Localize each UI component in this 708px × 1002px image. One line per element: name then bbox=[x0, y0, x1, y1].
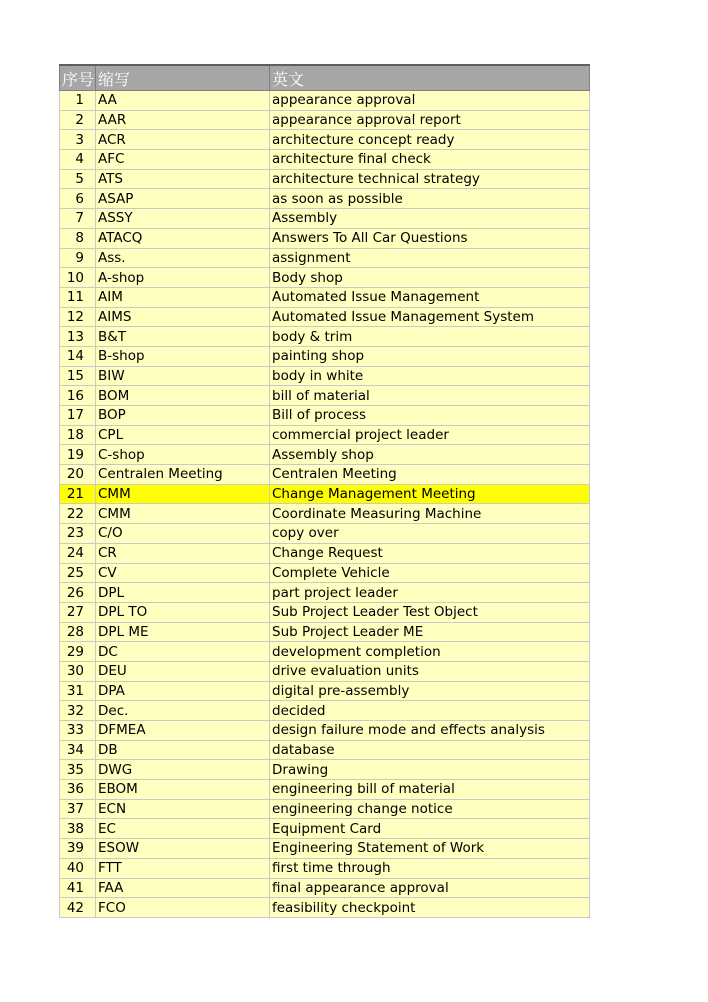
row-abbreviation: ESOW bbox=[96, 839, 270, 859]
table-row bbox=[60, 445, 590, 465]
table-row bbox=[60, 346, 590, 366]
row-abbreviation: DEU bbox=[96, 661, 270, 681]
row-number: 12 bbox=[60, 307, 96, 327]
row-english: Bill of process bbox=[270, 406, 590, 426]
row-abbreviation: EBOM bbox=[96, 780, 270, 800]
row-number: 15 bbox=[60, 366, 96, 386]
row-number: 14 bbox=[60, 346, 96, 366]
row-number: 23 bbox=[60, 524, 96, 544]
table-row bbox=[60, 130, 590, 150]
glossary-table bbox=[59, 64, 590, 918]
header-abbreviation: 缩写 bbox=[96, 65, 270, 91]
row-number: 24 bbox=[60, 543, 96, 563]
row-number: 13 bbox=[60, 327, 96, 347]
row-english: Assembly shop bbox=[270, 445, 590, 465]
row-number: 6 bbox=[60, 189, 96, 209]
row-number: 36 bbox=[60, 780, 96, 800]
row-number: 42 bbox=[60, 898, 96, 918]
header-number: 序号 bbox=[60, 65, 96, 91]
table-row bbox=[60, 406, 590, 426]
row-abbreviation: FAA bbox=[96, 878, 270, 898]
table-row bbox=[60, 602, 590, 622]
row-english: Equipment Card bbox=[270, 819, 590, 839]
row-abbreviation: FTT bbox=[96, 858, 270, 878]
row-english: architecture technical strategy bbox=[270, 169, 590, 189]
row-abbreviation: CMM bbox=[96, 504, 270, 524]
table-row bbox=[60, 780, 590, 800]
table-row bbox=[60, 681, 590, 701]
row-english: Complete Vehicle bbox=[270, 563, 590, 583]
row-abbreviation: CMM bbox=[96, 484, 270, 504]
row-number: 30 bbox=[60, 661, 96, 681]
table-row bbox=[60, 425, 590, 445]
row-abbreviation: CV bbox=[96, 563, 270, 583]
row-number: 3 bbox=[60, 130, 96, 150]
row-abbreviation: Dec. bbox=[96, 701, 270, 721]
row-number: 8 bbox=[60, 228, 96, 248]
table-row bbox=[60, 248, 590, 268]
table-row bbox=[60, 504, 590, 524]
row-abbreviation: C/O bbox=[96, 524, 270, 544]
row-number: 25 bbox=[60, 563, 96, 583]
row-number: 38 bbox=[60, 819, 96, 839]
row-number: 11 bbox=[60, 287, 96, 307]
row-number: 35 bbox=[60, 760, 96, 780]
row-abbreviation: DPL ME bbox=[96, 622, 270, 642]
row-english: Assembly bbox=[270, 209, 590, 229]
row-english: body in white bbox=[270, 366, 590, 386]
table-row bbox=[60, 839, 590, 859]
row-number: 27 bbox=[60, 602, 96, 622]
table-row bbox=[60, 150, 590, 170]
row-english: engineering bill of material bbox=[270, 780, 590, 800]
table-row bbox=[60, 366, 590, 386]
table-row bbox=[60, 268, 590, 288]
table-row bbox=[60, 228, 590, 248]
row-abbreviation: C-shop bbox=[96, 445, 270, 465]
row-number: 4 bbox=[60, 150, 96, 170]
row-abbreviation: B&T bbox=[96, 327, 270, 347]
header-english: 英文 bbox=[270, 65, 590, 91]
table-header bbox=[60, 65, 590, 91]
row-english: Body shop bbox=[270, 268, 590, 288]
table-row bbox=[60, 189, 590, 209]
row-number: 22 bbox=[60, 504, 96, 524]
row-abbreviation: DWG bbox=[96, 760, 270, 780]
table-row bbox=[60, 307, 590, 327]
row-abbreviation: ATACQ bbox=[96, 228, 270, 248]
row-english: Change Request bbox=[270, 543, 590, 563]
table-row bbox=[60, 819, 590, 839]
row-english: bill of material bbox=[270, 386, 590, 406]
row-abbreviation: Ass. bbox=[96, 248, 270, 268]
row-number: 19 bbox=[60, 445, 96, 465]
row-number: 18 bbox=[60, 425, 96, 445]
row-abbreviation: AIMS bbox=[96, 307, 270, 327]
row-english: first time through bbox=[270, 858, 590, 878]
row-english: Automated Issue Management bbox=[270, 287, 590, 307]
row-number: 29 bbox=[60, 642, 96, 662]
table-row bbox=[60, 858, 590, 878]
row-english: part project leader bbox=[270, 583, 590, 603]
row-english: Engineering Statement of Work bbox=[270, 839, 590, 859]
row-english: Sub Project Leader ME bbox=[270, 622, 590, 642]
table-row bbox=[60, 543, 590, 563]
row-english: as soon as possible bbox=[270, 189, 590, 209]
row-abbreviation: DFMEA bbox=[96, 721, 270, 741]
row-number: 28 bbox=[60, 622, 96, 642]
row-number: 34 bbox=[60, 740, 96, 760]
table-row bbox=[60, 740, 590, 760]
row-abbreviation: FCO bbox=[96, 898, 270, 918]
row-abbreviation: DB bbox=[96, 740, 270, 760]
row-number: 32 bbox=[60, 701, 96, 721]
table-row bbox=[60, 209, 590, 229]
row-english: architecture final check bbox=[270, 150, 590, 170]
row-number: 9 bbox=[60, 248, 96, 268]
row-number: 16 bbox=[60, 386, 96, 406]
table-row bbox=[60, 484, 590, 504]
row-english: Centralen Meeting bbox=[270, 465, 590, 485]
row-english: architecture concept ready bbox=[270, 130, 590, 150]
row-english: body & trim bbox=[270, 327, 590, 347]
row-abbreviation: B-shop bbox=[96, 346, 270, 366]
row-abbreviation: AFC bbox=[96, 150, 270, 170]
row-english: drive evaluation units bbox=[270, 661, 590, 681]
row-number: 26 bbox=[60, 583, 96, 603]
table-row bbox=[60, 386, 590, 406]
table-row bbox=[60, 878, 590, 898]
row-abbreviation: A-shop bbox=[96, 268, 270, 288]
row-english: Sub Project Leader Test Object bbox=[270, 602, 590, 622]
row-abbreviation: DPL TO bbox=[96, 602, 270, 622]
table-row bbox=[60, 91, 590, 111]
row-abbreviation: BIW bbox=[96, 366, 270, 386]
row-english: Drawing bbox=[270, 760, 590, 780]
table-row bbox=[60, 642, 590, 662]
header-row bbox=[60, 65, 590, 91]
table-row bbox=[60, 760, 590, 780]
table-row bbox=[60, 327, 590, 347]
row-abbreviation: DPA bbox=[96, 681, 270, 701]
row-english: design failure mode and effects analysis bbox=[270, 721, 590, 741]
row-abbreviation: EC bbox=[96, 819, 270, 839]
row-abbreviation: CPL bbox=[96, 425, 270, 445]
table-body bbox=[60, 91, 590, 918]
row-abbreviation: ECN bbox=[96, 799, 270, 819]
row-abbreviation: AIM bbox=[96, 287, 270, 307]
row-abbreviation: BOP bbox=[96, 406, 270, 426]
row-english: development completion bbox=[270, 642, 590, 662]
row-abbreviation: AA bbox=[96, 91, 270, 111]
row-number: 7 bbox=[60, 209, 96, 229]
row-english: copy over bbox=[270, 524, 590, 544]
row-number: 21 bbox=[60, 484, 96, 504]
row-number: 2 bbox=[60, 110, 96, 130]
row-abbreviation: BOM bbox=[96, 386, 270, 406]
row-english: feasibility checkpoint bbox=[270, 898, 590, 918]
row-english: digital pre-assembly bbox=[270, 681, 590, 701]
table-row bbox=[60, 898, 590, 918]
table-row bbox=[60, 661, 590, 681]
table-row bbox=[60, 622, 590, 642]
table-row bbox=[60, 110, 590, 130]
row-abbreviation: DC bbox=[96, 642, 270, 662]
table-row bbox=[60, 721, 590, 741]
row-abbreviation: Centralen Meeting bbox=[96, 465, 270, 485]
table-row bbox=[60, 169, 590, 189]
row-english: final appearance approval bbox=[270, 878, 590, 898]
row-english: decided bbox=[270, 701, 590, 721]
row-english: assignment bbox=[270, 248, 590, 268]
row-english: Coordinate Measuring Machine bbox=[270, 504, 590, 524]
row-english: Answers To All Car Questions bbox=[270, 228, 590, 248]
table-row bbox=[60, 583, 590, 603]
row-english: commercial project leader bbox=[270, 425, 590, 445]
row-english: painting shop bbox=[270, 346, 590, 366]
row-number: 39 bbox=[60, 839, 96, 859]
row-english: appearance approval bbox=[270, 91, 590, 111]
row-number: 40 bbox=[60, 858, 96, 878]
row-abbreviation: ASSY bbox=[96, 209, 270, 229]
row-english: engineering change notice bbox=[270, 799, 590, 819]
row-number: 1 bbox=[60, 91, 96, 111]
row-english: database bbox=[270, 740, 590, 760]
row-abbreviation: CR bbox=[96, 543, 270, 563]
row-abbreviation: ACR bbox=[96, 130, 270, 150]
table-row bbox=[60, 465, 590, 485]
row-number: 33 bbox=[60, 721, 96, 741]
row-number: 20 bbox=[60, 465, 96, 485]
row-abbreviation: ATS bbox=[96, 169, 270, 189]
row-number: 37 bbox=[60, 799, 96, 819]
table-row bbox=[60, 701, 590, 721]
row-english: Automated Issue Management System bbox=[270, 307, 590, 327]
row-english: appearance approval report bbox=[270, 110, 590, 130]
row-number: 31 bbox=[60, 681, 96, 701]
table-row bbox=[60, 799, 590, 819]
row-number: 5 bbox=[60, 169, 96, 189]
row-abbreviation: ASAP bbox=[96, 189, 270, 209]
row-abbreviation: DPL bbox=[96, 583, 270, 603]
row-english: Change Management Meeting bbox=[270, 484, 590, 504]
row-number: 41 bbox=[60, 878, 96, 898]
row-number: 10 bbox=[60, 268, 96, 288]
row-number: 17 bbox=[60, 406, 96, 426]
row-abbreviation: AAR bbox=[96, 110, 270, 130]
table-row bbox=[60, 524, 590, 544]
table-row bbox=[60, 563, 590, 583]
table-row bbox=[60, 287, 590, 307]
